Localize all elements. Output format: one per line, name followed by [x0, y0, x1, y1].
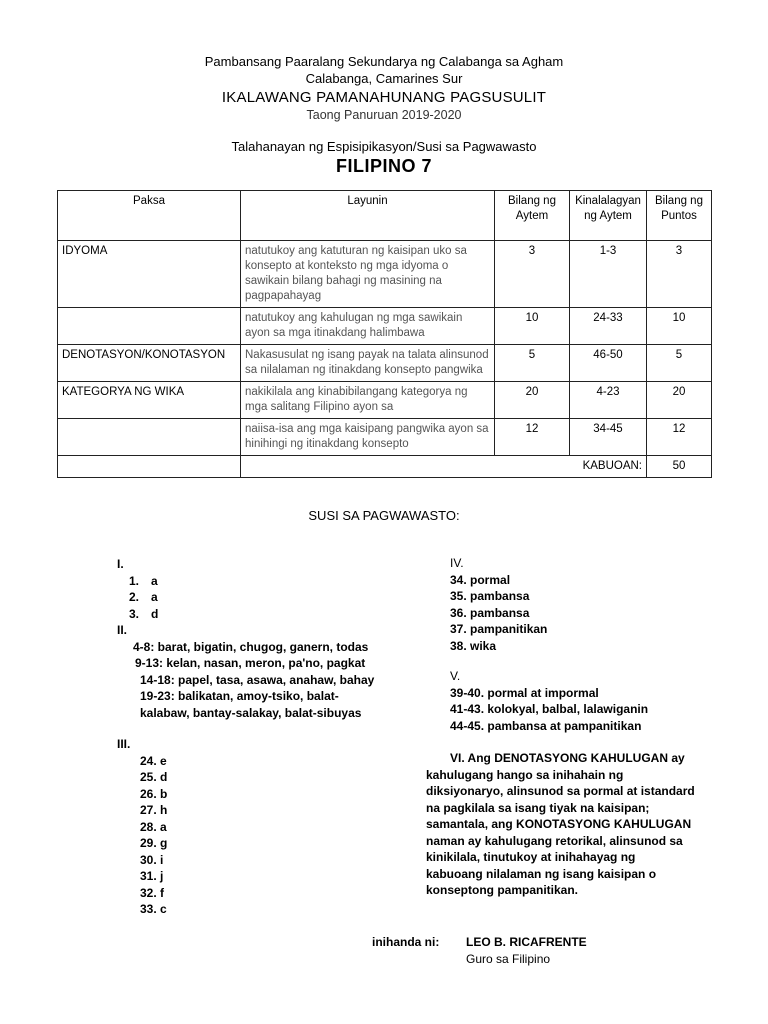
- item-answer: d: [151, 606, 159, 621]
- table-row: [58, 382, 712, 419]
- list-item: 44-45. pambansa at pampanitikan: [450, 718, 642, 733]
- item-number: 2.: [128, 590, 139, 604]
- cell-layunin: natutukoy ang katuturan ng kaisipan uko sa konsepto at konteksto ng mga idyoma o sawikain bilang bahagi ng masining na pagpapahayag: [241, 241, 495, 308]
- item-answer: a: [151, 590, 158, 604]
- school-year: Taong Panuruan 2019-2020: [306, 108, 462, 122]
- list-item: 14-18: papel, tasa, asawa, anahaw, bahay: [140, 672, 375, 687]
- paragraph-line: diksiyonaryo, alinsunod sa pormal at istandard: [426, 784, 695, 798]
- paragraph-line: naman ay kahulugang retorikal, alinsunod sa: [426, 833, 683, 848]
- cell-layunin: Nakasusulat ng isang payak na talata alinsunod sa nilalaman ng itinakdang konsepto pangwika: [241, 345, 495, 382]
- answer-key-title: SUSI SA PAGWAWASTO:: [308, 508, 460, 523]
- specification-table: [57, 190, 712, 478]
- table-row: [58, 345, 712, 382]
- list-item: 38. wika: [450, 638, 497, 653]
- list-item: 41-43. kolokyal, balbal, lalawiganin: [450, 702, 649, 716]
- table-header-row: [58, 191, 712, 241]
- answer-part-3: [117, 736, 167, 918]
- list-item: [117, 589, 158, 606]
- cell-aytem: 3: [495, 241, 570, 308]
- cell-paksa: KATEGORYA NG WIKA: [58, 382, 241, 419]
- total-label: KABUOAN:: [241, 456, 647, 478]
- cell-puntos: 5: [647, 345, 712, 382]
- part-label: I.: [117, 557, 124, 571]
- school-name: Pambansang Paaralang Sekundarya ng Calabanga sa Agham: [204, 54, 564, 69]
- cell-puntos: 10: [647, 308, 712, 345]
- paragraph-line: kinikilala, tinutukoy at inihahayag ng: [426, 850, 636, 864]
- list-item: 19-23: balikatan, amoy-tsiko, balat-: [140, 689, 339, 703]
- list-item: 4-8: barat, bigatin, chugog, ganern, todas: [133, 639, 369, 654]
- paragraph-line: samantala, ang KONOTASYONG KAHULUGAN: [426, 817, 692, 831]
- list-item: 27. h: [140, 803, 168, 817]
- header-paksa: Paksa: [58, 191, 241, 241]
- cell-layunin: natutukoy ang kahulugan ng mga sawikain ayon sa mga itinakdang halimbawa: [241, 308, 495, 345]
- cell-kinalalagyan: 46-50: [570, 345, 647, 382]
- header-bilang-aytem: Bilang ng Aytem: [495, 191, 570, 241]
- paragraph-line: konseptong pampanitikan.: [426, 883, 579, 897]
- cell-puntos: 20: [647, 382, 712, 419]
- total-empty-cell: [58, 456, 241, 478]
- list-item: [117, 606, 158, 623]
- part-label: V.: [450, 669, 461, 683]
- signature-block: [466, 934, 587, 968]
- list-item: [117, 573, 158, 590]
- answer-part-4: [450, 555, 547, 654]
- list-item: 35. pambansa: [450, 589, 530, 603]
- list-item: 34. pormal: [450, 572, 511, 587]
- list-item: 28. a: [140, 819, 167, 834]
- list-item: kalabaw, bantay-salakay, balat-sibuyas: [140, 705, 362, 720]
- cell-aytem: 20: [495, 382, 570, 419]
- cell-paksa: DENOTASYON/KONOTASYON: [58, 345, 241, 382]
- item-number: 1.: [128, 573, 139, 588]
- list-item: 26. b: [140, 786, 168, 801]
- total-row: [58, 456, 712, 478]
- cell-kinalalagyan: 34-45: [570, 419, 647, 456]
- list-item: 30. i: [140, 852, 164, 867]
- cell-paksa: [58, 308, 241, 345]
- list-item: 25. d: [140, 770, 168, 784]
- subject-title: FILIPINO 7: [335, 156, 432, 176]
- cell-layunin: nakikilala ang kinabibilangang kategorya ng mga salitang Filipino ayon sa: [241, 382, 495, 419]
- item-answer: a: [151, 573, 158, 588]
- list-item: 37. pampanitikan: [450, 622, 548, 636]
- list-item: 31. j: [140, 869, 164, 883]
- answer-part-6: [426, 750, 695, 899]
- list-item: 36. pambansa: [450, 605, 530, 620]
- header-bilang-puntos: Bilang ng Puntos: [647, 191, 712, 241]
- list-item: 29. g: [140, 836, 168, 850]
- part-label: IV.: [450, 556, 464, 570]
- school-location: Calabanga, Camarines Sur: [305, 71, 463, 86]
- cell-aytem: 5: [495, 345, 570, 382]
- list-item: 32. f: [140, 885, 165, 900]
- list-item: 9-13: kelan, nasan, meron, pa'no, pagkat: [135, 656, 366, 670]
- paragraph-line: kahulugang hango sa inihahain ng: [426, 767, 624, 782]
- cell-paksa: IDYOMA: [58, 241, 241, 308]
- part-label: II.: [117, 623, 128, 637]
- cell-kinalalagyan: 1-3: [570, 241, 647, 308]
- answer-part-1: [117, 556, 158, 622]
- exam-title: IKALAWANG PAMANAHUNANG PAGSUSULIT: [221, 89, 547, 106]
- cell-aytem: 10: [495, 308, 570, 345]
- part-label: III.: [117, 737, 131, 751]
- header-kinalalagyan: Kinalalagyan ng Aytem: [570, 191, 647, 241]
- cell-paksa: [58, 419, 241, 456]
- paragraph-line: kabuoang nilalaman ng isang kaisipan o: [426, 866, 657, 881]
- cell-kinalalagyan: 4-23: [570, 382, 647, 419]
- cell-kinalalagyan: 24-33: [570, 308, 647, 345]
- signature-title: Guro sa Filipino: [466, 952, 551, 966]
- list-item: 39-40. pormal at impormal: [450, 685, 599, 700]
- list-item: 24. e: [140, 753, 167, 768]
- cell-puntos: 12: [647, 419, 712, 456]
- table-row: [58, 241, 712, 308]
- table-title: Talahanayan ng Espisipikasyon/Susi sa Pagwawasto: [231, 139, 537, 154]
- cell-layunin: naiisa-isa ang mga kaisipang pangwika ayon sa hinihingi ng itinakdang konsepto: [241, 419, 495, 456]
- item-number: 3.: [128, 606, 139, 621]
- table-row: [58, 308, 712, 345]
- signature-label: inihanda ni:: [372, 935, 440, 949]
- table-row: [58, 419, 712, 456]
- paragraph-line: na pagkilala sa isang tiyak na kaisipan;: [426, 800, 650, 815]
- cell-puntos: 3: [647, 241, 712, 308]
- total-value: 50: [647, 456, 712, 478]
- paragraph-line: VI. Ang DENOTASYONG KAHULUGAN ay: [450, 751, 685, 765]
- answer-part-2: [117, 622, 374, 721]
- cell-aytem: 12: [495, 419, 570, 456]
- signature-name: LEO B. RICAFRENTE: [466, 935, 587, 949]
- list-item: 33. c: [140, 902, 167, 916]
- header-layunin: Layunin: [241, 191, 495, 241]
- answer-part-5: [450, 668, 648, 734]
